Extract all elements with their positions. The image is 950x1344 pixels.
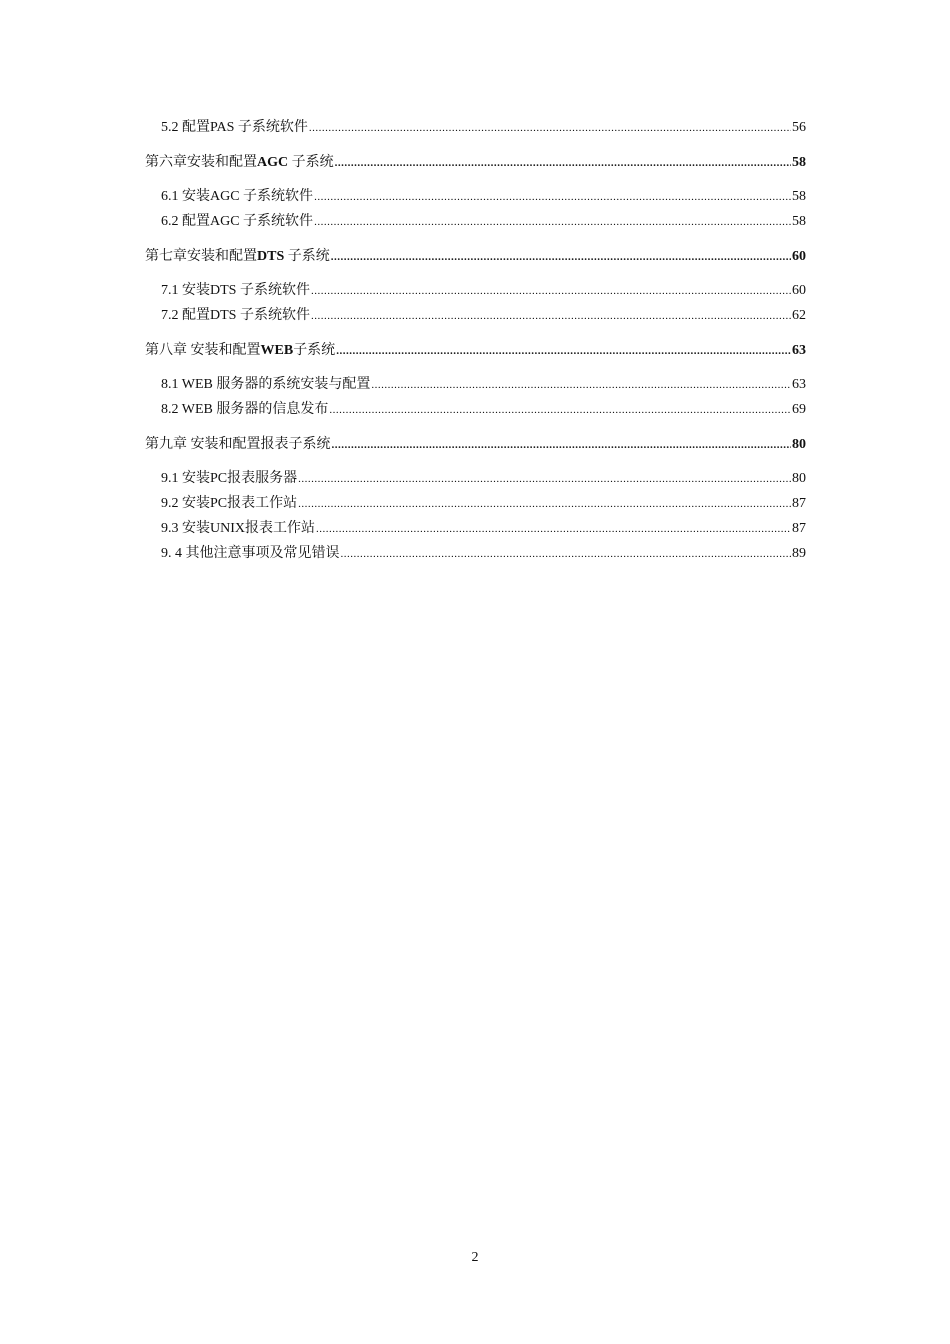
toc-leader-dots	[371, 376, 791, 394]
toc-entry-title: 9.3 安装UNIX报表工作站	[161, 521, 315, 536]
toc-chapter-title: 第六章安装和配置AGC 子系统	[145, 155, 334, 170]
toc-entry-page: 56	[792, 120, 806, 135]
toc-entry-9-1[interactable]	[161, 470, 806, 488]
toc-entry-6-1[interactable]	[161, 188, 806, 206]
toc-entry-9-3[interactable]	[161, 520, 806, 538]
toc-entry-9-2[interactable]	[161, 495, 806, 513]
toc-leader-dots	[298, 495, 791, 513]
toc-entry-title: 8.1 WEB 服务器的系统安装与配置	[161, 377, 371, 392]
toc-leader-dots	[335, 154, 791, 172]
toc-entry-title: 9.2 安装PC报表工作站	[161, 496, 298, 511]
toc-chapter-6[interactable]	[145, 154, 806, 172]
toc-chapter-9[interactable]	[145, 436, 806, 454]
toc-leader-dots	[309, 119, 791, 137]
toc-leader-dots	[331, 248, 791, 266]
toc-entry-page: 62	[792, 308, 806, 323]
toc-entry-page: 87	[792, 521, 806, 536]
toc-leader-dots	[316, 520, 791, 538]
toc-leader-dots	[314, 188, 791, 206]
toc-chapter-title: 第九章 安装和配置报表子系统	[145, 437, 331, 452]
toc-entry-title: 9. 4 其他注意事项及常见错误	[161, 546, 340, 561]
toc-entry-title: 8.2 WEB 服务器的信息发布	[161, 402, 329, 417]
toc-entry-page: 58	[792, 214, 806, 229]
toc-entry-page: 63	[792, 377, 806, 392]
page-number: 2	[471, 1250, 479, 1265]
toc-chapter-7[interactable]	[145, 248, 806, 266]
toc-leader-dots	[298, 470, 791, 488]
toc-entry-7-1[interactable]	[161, 282, 806, 300]
toc-entry-page: 87	[792, 496, 806, 511]
toc-chapter-8[interactable]	[145, 342, 806, 360]
toc-entry-title: 6.2 配置AGC 子系统软件	[161, 214, 314, 229]
toc-leader-dots	[336, 342, 791, 360]
toc-entry-title: 6.1 安装AGC 子系统软件	[161, 189, 314, 204]
toc-entry-5-2[interactable]	[161, 119, 806, 137]
toc-entry-page: 58	[792, 189, 806, 204]
toc-leader-dots	[311, 307, 791, 325]
toc-entry-page: 89	[792, 546, 806, 561]
toc-entry-8-2[interactable]	[161, 401, 806, 419]
toc-entry-title: 9.1 安装PC报表服务器	[161, 471, 298, 486]
toc-entry-title: 5.2 配置PAS 子系统软件	[161, 120, 308, 135]
toc-entry-title: 7.1 安装DTS 子系统软件	[161, 283, 310, 298]
toc-entry-8-1[interactable]	[161, 376, 806, 394]
toc-entry-page: 60	[792, 283, 806, 298]
toc-chapter-page: 80	[792, 437, 806, 452]
toc-entry-6-2[interactable]	[161, 213, 806, 231]
toc-chapter-title: 第七章安装和配置DTS 子系统	[145, 249, 330, 264]
toc-entry-title: 7.2 配置DTS 子系统软件	[161, 308, 310, 323]
toc-entry-page: 69	[792, 402, 806, 417]
toc-leader-dots	[314, 213, 791, 231]
toc-entry-page: 80	[792, 471, 806, 486]
toc-entry-9-4[interactable]	[161, 545, 806, 563]
toc-chapter-title: 第八章 安装和配置WEB子系统	[145, 343, 336, 358]
toc-leader-dots	[329, 401, 791, 419]
toc-leader-dots	[341, 545, 792, 563]
toc-chapter-page: 60	[792, 249, 806, 264]
toc-leader-dots	[332, 436, 792, 454]
toc-chapter-page: 63	[792, 343, 806, 358]
toc-entry-7-2[interactable]	[161, 307, 806, 325]
toc-leader-dots	[311, 282, 791, 300]
toc-chapter-page: 58	[792, 155, 806, 170]
